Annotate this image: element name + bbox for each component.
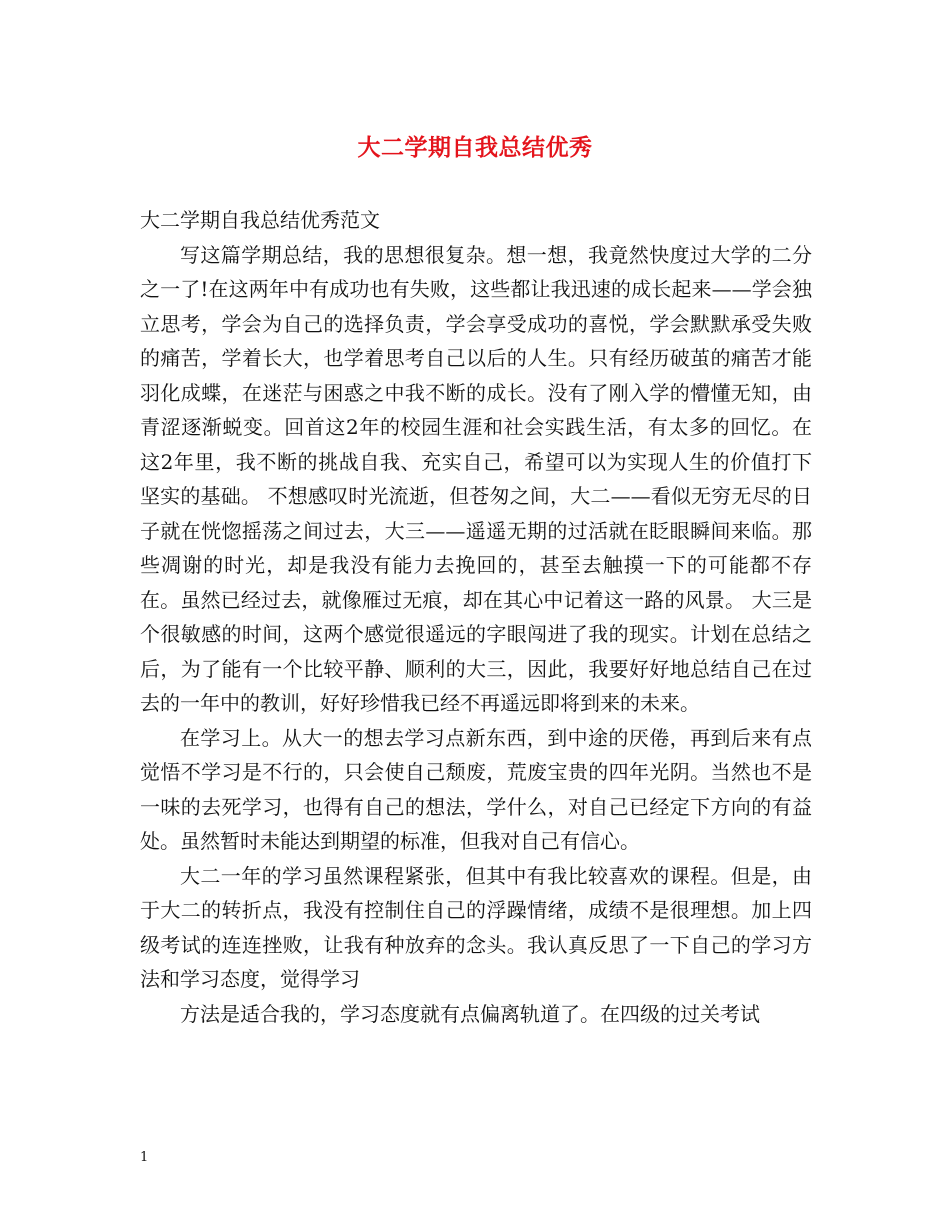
page-number: 1 bbox=[140, 1150, 149, 1165]
document-subtitle: 大二学期自我总结优秀范文 bbox=[140, 208, 380, 232]
paragraph-method: 方法是适合我的，学习态度就有点偏离轨道了。在四级的过关考试 bbox=[180, 1001, 760, 1026]
paragraph-sophomore-year: 大二一年的学习虽然课程紧张，但其中有我比较喜欢的课程。但是，由于大二的转折点，我没有控制住自己的浮躁情绪，成绩不是很理想。加上四级考试的连连挫败，让我有种放弃的念头。我认真反思了一下自己的学习方法和学习态度，觉得学习 bbox=[140, 863, 812, 991]
paragraph-study: 在学习上。从大一的想去学习点新东西，到中途的厌倦，再到后来有点觉悟不学习是不行的，只会使自己颓废，荒废宝贵的四年光阴。当然也不是一味的去死学习，也得有自己的想法，学什么，对自己已经定下方向的有益处。虽然暂时未能达到期望的标准，但我对自己有信心。 bbox=[140, 725, 812, 853]
paragraph-intro: 写这篇学期总结，我的思想很复杂。想一想，我竟然快度过大学的二分之一了!在这两年中有成功也有失败，这些都让我迅速的成长起来——学会独立思考，学会为自己的选择负责，学会享受成功的喜悦，学会默默承受失败的痛苦，学着长大，也学着思考自己以后的人生。只有经历破茧的痛苦才能羽化成蝶，在迷茫与困惑之中我不断的成长。没有了刚入学的懵懂无知，由青涩逐渐蜕变。回首这2年的校园生涯和社会实践生活，有太多的回忆。在这2年里，我不断的挑战自我、充实自己，希望可以为实现人生的价值打下坚实的基础。 不想感叹时光流逝，但苍匆之间，大二——看似无穷无尽的日子就在恍惚摇荡之间过去，大三——遥遥无期的过活就在眨眼瞬间来临。那些凋谢的时光，却是我没有能力去挽回的，甚至去触摸一下的可能都不存在。虽然已经过去，就像雁过无痕，却在其心中记着这一路的风景。 大三是个很敏感的时间，这两个感觉很遥远的字眼闯进了我的现实。计划在总结之后，为了能有一个比较平静、顺利的大三，因此，我要好好地总结自己在过去的一年中的教训，好好珍惜我已经不再遥远即将到来的未来。 bbox=[140, 242, 812, 715]
document-body bbox=[140, 203, 812, 1031]
document-title: 大二学期自我总结优秀 bbox=[357, 134, 593, 161]
